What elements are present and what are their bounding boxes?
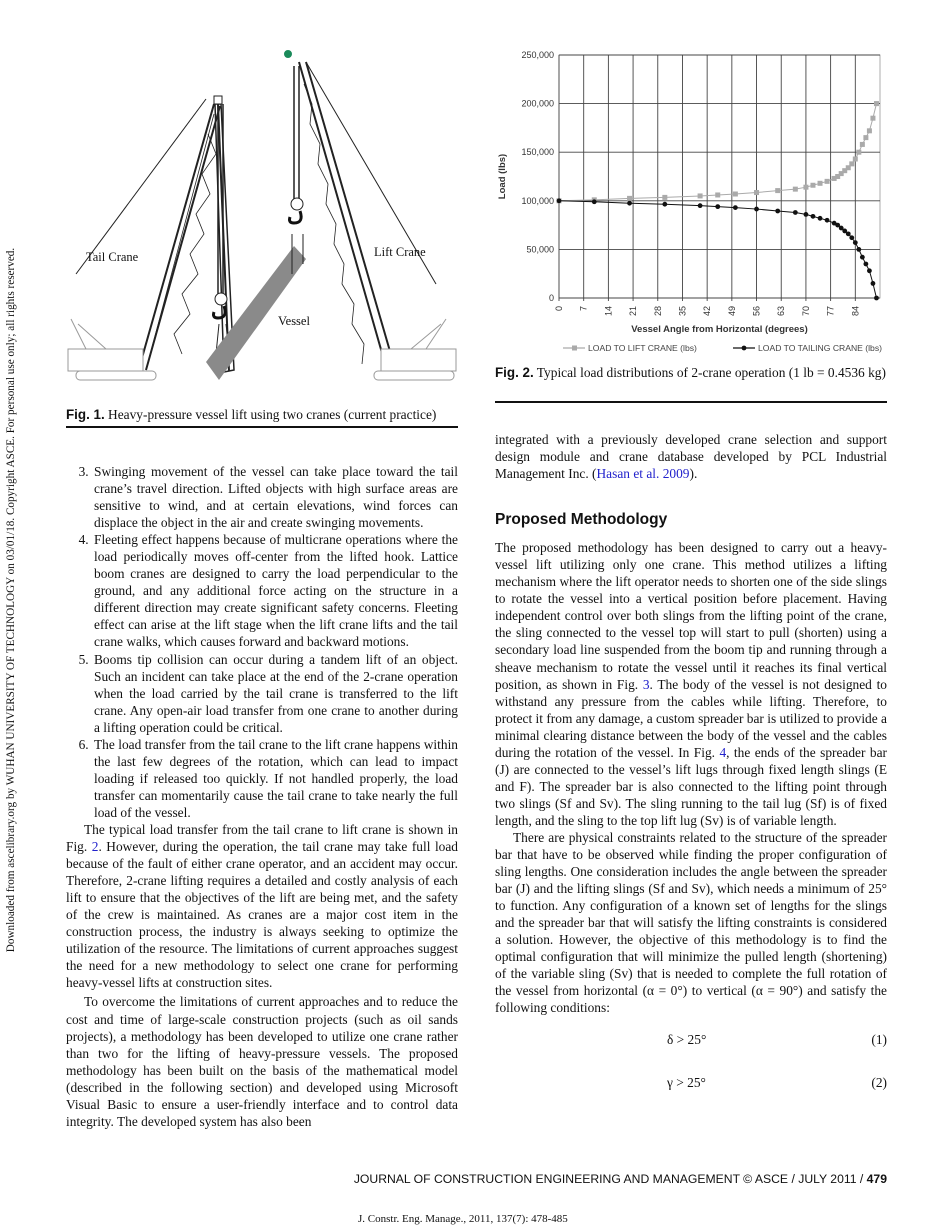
citation-link[interactable]: Hasan et al. 2009 <box>596 466 690 482</box>
svg-text:14: 14 <box>603 306 614 317</box>
left-column <box>66 463 458 1130</box>
caption-label: Fig. 1. <box>66 407 105 422</box>
svg-text:50,000: 50,000 <box>526 244 554 255</box>
equation-expression: δ > 25° <box>667 1031 707 1047</box>
fig-3-link[interactable]: 3 <box>642 676 650 692</box>
svg-text:84: 84 <box>850 306 861 317</box>
svg-text:35: 35 <box>677 306 688 317</box>
svg-text:63: 63 <box>776 306 787 317</box>
equation-2 <box>495 1074 887 1091</box>
fig-2-link[interactable]: 2 <box>91 839 99 855</box>
svg-text:Load (lbs): Load (lbs) <box>497 153 508 200</box>
svg-text:LOAD TO LIFT CRANE (lbs): LOAD TO LIFT CRANE (lbs) <box>588 343 697 353</box>
label-tail-crane: Tail Crane <box>86 250 139 264</box>
caption-text: Typical load distributions of 2-crane operation (1 lb = 0.4536 kg) <box>533 365 886 380</box>
figure-2-rule <box>495 401 887 403</box>
svg-text:77: 77 <box>825 306 836 317</box>
list-item: 4. Fleeting effect happens because of multicrane operations where the load periodically moves off-center from the lifted hook. Lattice boom cranes are designed to carry the load perpendicular to the ground, and any additional force acting on the structure in a different direction may create significant safety concerns. Fleeting effect can arise at the lift stage when the lift crane lifts and the tail crane walks, which causes forward and backward motions. <box>92 531 458 650</box>
equation-expression: γ > 25° <box>667 1074 706 1090</box>
crane-illustration <box>66 44 458 384</box>
download-notice <box>4 205 18 995</box>
svg-text:56: 56 <box>751 306 762 317</box>
journal-footer: JOURNAL OF CONSTRUCTION ENGINEERING AND MANAGEMENT © ASCE / JULY 2011 / 479 <box>353 1172 887 1186</box>
paragraph: There are physical constraints related to the structure of the spreader bar that have to be observed while finding the proper configuration of sling lengths. One consideration includes the angle between the spreader bar (J) and the lifting slings (Sf and Sv), which needs a minimum of 25° to function. Any configuration of a known set of lengths for the slings and the spreader bar that will satisfy the lifting constraints is considered a solution. However, the objective of this methodology is to find the optimal configuration that will minimize the pulled length (shortening) of the variable sling (Sv) that is needed to complete the full rotation of the vessel from horizontal (α = 0°) to vertical (α = 90°) and satisfy the following conditions: <box>495 829 887 1016</box>
list-item: 5. Booms tip collision can occur during a tandem lift of an object. Such an incident can take place at the end of the 2-crane operation when the load carried by the tail crane is transferred to the lift crane. Any open-air load transfer from one crane to another during a lifting operation could be critical. <box>92 651 458 736</box>
svg-text:42: 42 <box>702 306 713 317</box>
list-item: 6. The load transfer from the tail crane to the lift crane happens within the last few degrees of the rotation, which can lead to impact loading if released too quickly. If not handled properly, the load transfer can momentarily cause the tail crane to take nearly the full load of the vessel. <box>92 736 458 821</box>
label-vessel: Vessel <box>278 314 310 328</box>
caption-label: Fig. 2. <box>495 365 534 380</box>
svg-text:49: 49 <box>726 306 737 317</box>
figure-1-rule <box>66 426 458 428</box>
figure-1-caption <box>66 406 458 423</box>
svg-text:70: 70 <box>800 306 811 317</box>
download-notice-text: Downloaded from ascelibrary.org by WUHAN UNIVERSITY OF TECHNOLOGY on 03/01/18. Copyright ASCE. For personal use only; all rights reserved. <box>5 247 17 953</box>
equation-number: (1) <box>871 1031 887 1047</box>
equation-number: (2) <box>871 1074 887 1090</box>
citation-line: J. Constr. Eng. Manage., 2011, 137(7): 478-485 <box>358 1213 568 1225</box>
svg-text:21: 21 <box>628 306 639 317</box>
section-heading: Proposed Methodology <box>495 511 668 529</box>
equation-1 <box>495 1031 887 1048</box>
page-number: 479 <box>866 1172 887 1186</box>
svg-text:LOAD TO TAILING CRANE (lbs): LOAD TO TAILING CRANE (lbs) <box>758 343 883 353</box>
svg-text:100,000: 100,000 <box>521 195 554 206</box>
limitations-list <box>66 463 458 821</box>
paragraph-continued: integrated with a previously developed crane selection and support design module and crane database developed by PCL Industrial Management Inc. (Hasan et al. 2009). <box>495 432 887 482</box>
svg-text:7: 7 <box>578 306 589 312</box>
figure-2-caption <box>495 364 887 381</box>
paragraph: The proposed methodology has been designed to carry out a heavy-vessel lift utilizing only one crane. This method utilizes a lifting mechanism where the lift operator needs to shorten one of the side slings to rotate the vessel into a vertical position before placement. Having independent control over both slings from the lifting point of the crane, the sling connected to the vessel top will start to pull (shorten) using a secondary load line suspended from the boom tip and running through a sheave mechanism to rotate the vessel until it reaches its final vertical position, as shown in Fig. 3. The body of the vessel is not designed to withstand any pressure from the cables while lifting. Therefore, to protect it from any damage, a custom spreader bar is utilized to provide a minimal clearing distance between the body of the vessel and the cables during the rotation of the vessel. In Fig. 4, the ends of the spreader bar (J) are connected to the vessel’s lift lugs through fixed length slings (E and F). The spreader bar is also connected to the lifting point through two slings (Sf and Sv). The sling running to the tail lug (Sf) is of fixed length, and the sling to the top lift lug (Sv) is of variable length. <box>495 540 887 828</box>
figure-1 <box>66 44 458 384</box>
label-lift-crane: Lift Crane <box>374 245 426 259</box>
svg-text:28: 28 <box>652 306 663 317</box>
right-column <box>495 431 887 1091</box>
figure-2-chart <box>493 44 889 354</box>
fig-4-link[interactable]: 4 <box>719 744 727 760</box>
paragraph: To overcome the limitations of current approaches and to reduce the cost and time of large-scale construction projects (such as oil sands projects), a methodology has been developed to utilize one crane rather than two for the lifting of heavy-pressure vessels. The proposed methodology has been built on the basis of the mathematical model (described in the following section) and developed using Microsoft Visual Basic to ensure a user-friendly interface and to control data integrity. The developed system has also been <box>66 994 458 1129</box>
caption-text: Heavy-pressure vessel lift using two cranes (current practice) <box>104 407 437 422</box>
svg-text:0: 0 <box>554 306 564 312</box>
paragraph: The typical load transfer from the tail crane to lift crane is shown in Fig. 2. However, during the operation, the tail crane may take full load because of the fault of either crane operator, and an accident may occur. Therefore, 2-crane lifting requires a detailed and costly analysis of each lift to ensure that the objectives of the lift are being met, and the safety of the crew is maintained. As cranes are a major cost item in the construction process, the industry is always seeking to optimize the utilization of the resource. The limitations of current approaches suggest the need for a new methodology to select one crane for performing heavy-vessel lifts at construction sites. <box>66 821 458 991</box>
list-item: 3. Swinging movement of the vessel can take place toward the tail crane’s travel direction. Lifted objects with high surface areas are sensitive to wind, and at certain elevations, wind forces can displace the object in the air and create swinging movements. <box>92 463 458 531</box>
tail-crane-pendant-line <box>76 99 206 274</box>
load-distribution-chart <box>493 44 889 354</box>
svg-text:Vessel Angle from Horizontal (: Vessel Angle from Horizontal (degrees) <box>631 324 808 335</box>
svg-text:200,000: 200,000 <box>521 98 554 109</box>
svg-text:0: 0 <box>548 293 554 303</box>
svg-text:150,000: 150,000 <box>521 147 554 158</box>
svg-text:250,000: 250,000 <box>521 50 554 60</box>
